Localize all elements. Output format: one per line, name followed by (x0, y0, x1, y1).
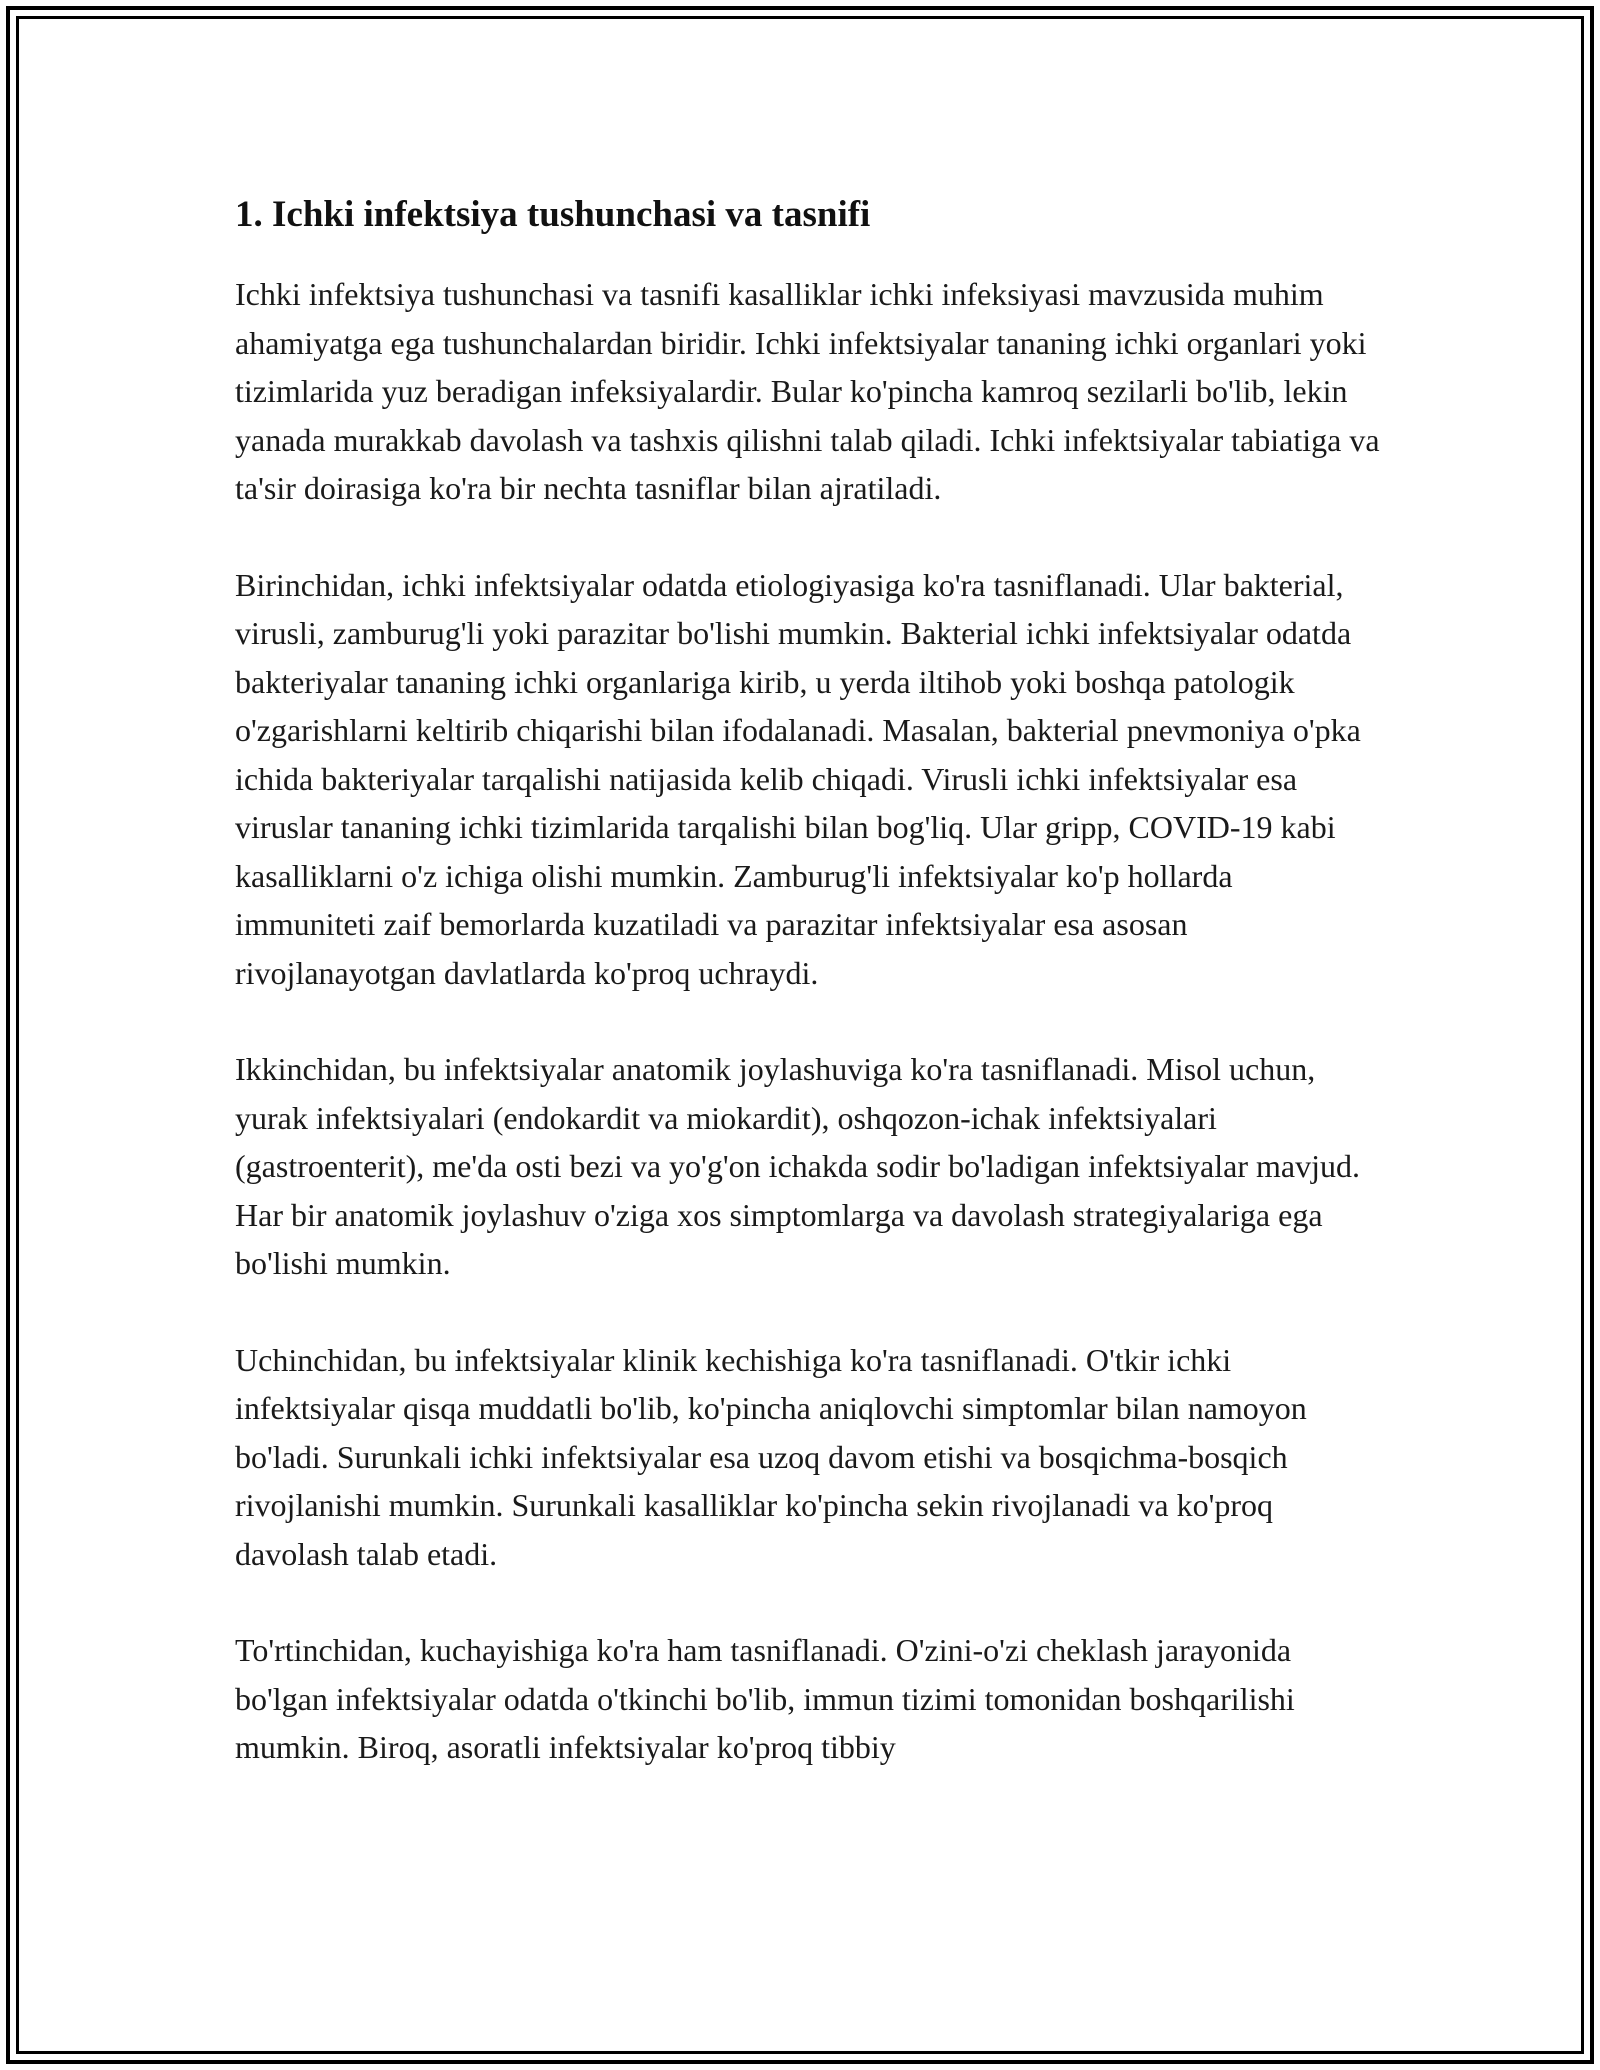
paragraph-clinical-course: Uchinchidan, bu infektsiyalar klinik kechishiga ko'ra tasniflanadi. O'tkir ichki infektsiyalar qisqa muddatli bo'lib, ko'pincha aniqlovchi simptomlar bilan namoyon bo'ladi. Surunkali ichki infektsiyalar esa uzoq davom etishi va bosqichma-bosqich rivojlanishi mumkin. Surunkali kasalliklar ko'pincha sekin rivojlanadi va ko'proq davolash talab etadi. (235, 1341, 1307, 1572)
paragraph-etiology: Birinchidan, ichki infektsiyalar odatda etiologiyasiga ko'ra tasniflanadi. Ular bakterial, virusli, zamburug'li yoki parazitar bo'lishi mumkin. Bakterial ichki infektsiyalar odatda bakteriyalar tananing ichki organlariga kirib, u yerda iltihob yoki boshqa patologik o'zgarishlarni keltirib chiqarishi bilan ifodalanadi. Masalan, bakterial pnevmoniya o'pka ichida bakteriyalar tarqalishi natijasida kelib chiqadi. Virusli ichki infektsiyalar esa viruslar tananing ichki tizimlarida tarqalishi bilan bog'liq. Ular gripp, COVID-19 kabi kasalliklarni o'z ichiga olishi mumkin. Zamburug'li infektsiyalar ko'p hollarda immuniteti zaif bemorlarda kuzatiladi va parazitar infektsiyalar esa asosan rivojlanayotgan davlatlarda ko'proq uchraydi. (235, 566, 1361, 991)
section-heading: 1. Ichki infektsiya tushunchasi va tasnifi (235, 194, 871, 235)
paragraph-intro: Ichki infektsiya tushunchasi va tasnifi kasalliklar ichki infeksiyasi mavzusida muhim ahamiyatga ega tushunchalardan biridir. Ichki infektsiyalar tananing ichki organlari yoki tizimlarida yuz beradigan infeksiyalardir. Bular ko'pincha kamroq sezilarli bo'lib, lekin yanada murakkab davolash va tashxis qilishni talab qiladi. Ichki infektsiyalar tabiatiga va ta'sir doirasiga ko'ra bir nechta tasniflar bilan ajratiladi. (235, 276, 1380, 506)
paragraph-severity: To'rtinchidan, kuchayishiga ko'ra ham tasniflanadi. O'zini-o'zi cheklash jarayonida bo'lgan infektsiyalar odatda o'tkinchi bo'lib, immun tizimi tomonidan boshqarilishi mumkin. Biroq, asoratli infektsiyalar ko'proq tibbiy (235, 1632, 1295, 1765)
document-body (235, 186, 1380, 1820)
paragraph-anatomy: Ikkinchidan, bu infektsiyalar anatomik joylashuviga ko'ra tasniflanadi. Misol uchun, yurak infektsiyalari (endokardit va miokardit), oshqozon-ichak infektsiyalari (gastroenterit), me'da osti bezi va yo'g'on ichakda sodir bo'ladigan infektsiyalar mavjud. Har bir anatomik joylashuv o'ziga xos simptomlarga va davolash strategiyalariga ega bo'lishi mumkin. (235, 1051, 1360, 1281)
